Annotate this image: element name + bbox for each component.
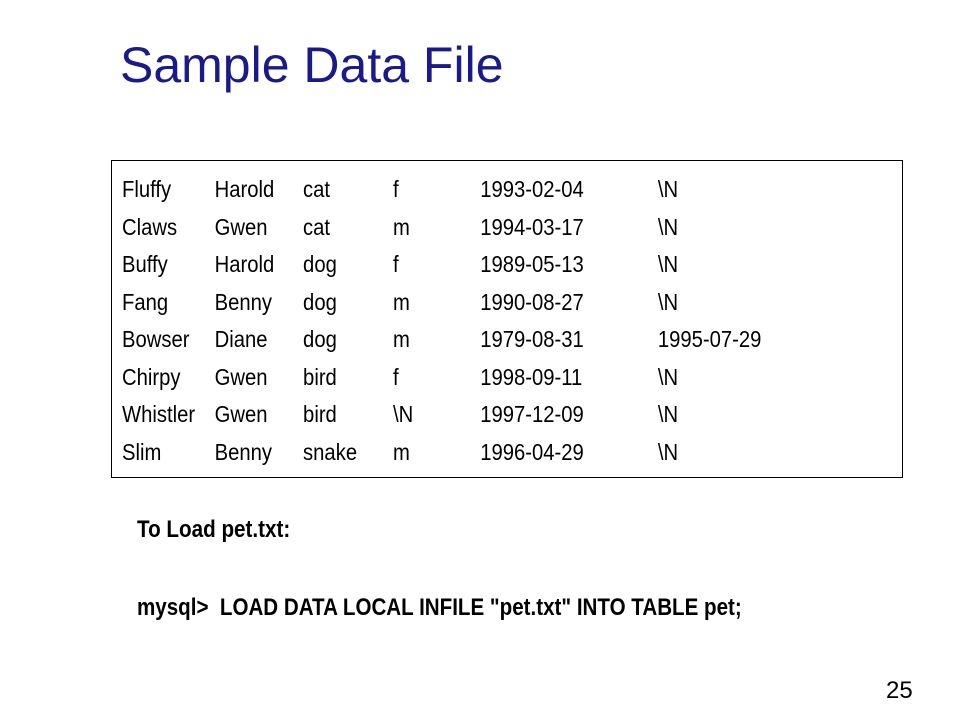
table-cell: \N [657,251,679,278]
table-cell: \N [657,288,679,315]
table-cell: Gwen [214,363,268,390]
table-cell: \N [657,363,679,390]
table-cell: 1994-03-17 [480,213,584,240]
table-cell: Gwen [214,401,268,428]
table-cell: m [392,326,410,353]
load-command: mysql> LOAD DATA LOCAL INFILE "pet.txt" INTO TABLE pet; [137,594,742,621]
table-row [122,246,808,284]
table-cell: cat [303,176,331,203]
table-cell: Buffy [122,251,168,278]
table-cell: Bowser [122,326,190,353]
table-cell: 1993-02-04 [480,176,584,203]
data-table [122,171,808,471]
table-cell: Diane [214,326,268,353]
data-table-body [122,171,808,471]
table-cell: Chirpy [122,363,181,390]
load-heading: To Load pet.txt: [137,516,291,543]
table-cell: 1990-08-27 [480,288,584,315]
table-cell: \N [392,401,414,428]
table-row [122,209,808,247]
table-row [122,321,808,359]
table-cell: Benny [214,288,273,315]
table-cell: f [392,251,399,278]
table-cell: dog [303,288,337,315]
table-cell: \N [657,176,679,203]
table-cell: Whistler [122,401,196,428]
table-cell: dog [303,251,337,278]
table-cell: cat [303,213,331,240]
table-cell: Harold [214,176,275,203]
table-cell: bird [303,363,337,390]
table-cell: 1997-12-09 [480,401,584,428]
table-cell: Harold [214,251,275,278]
table-cell: \N [657,213,679,240]
table-row [122,396,808,434]
table-cell: f [392,176,399,203]
table-cell: m [392,288,410,315]
table-row [122,171,808,209]
table-cell: 1996-04-29 [480,438,584,465]
table-cell: m [392,213,410,240]
table-cell: 1998-09-11 [480,363,583,390]
table-cell: 1979-08-31 [480,326,584,353]
table-cell: dog [303,326,337,353]
page-number: 25 [886,677,913,704]
data-file-box [111,160,903,478]
table-cell: \N [657,401,679,428]
table-cell: f [392,363,399,390]
table-row [122,434,808,472]
table-cell: Slim [122,438,162,465]
table-row [122,284,808,322]
table-cell: Claws [122,213,178,240]
table-cell: 1995-07-29 [657,326,762,353]
table-cell: snake [303,438,358,465]
table-cell: m [392,438,410,465]
table-cell: Fluffy [122,176,172,203]
table-cell: bird [303,401,337,428]
table-row [122,359,808,397]
table-cell: Gwen [214,213,268,240]
slide-title: Sample Data File [120,37,504,93]
table-cell: Fang [122,288,169,315]
table-cell: \N [657,438,679,465]
table-cell: 1989-05-13 [480,251,584,278]
table-cell: Benny [214,438,273,465]
